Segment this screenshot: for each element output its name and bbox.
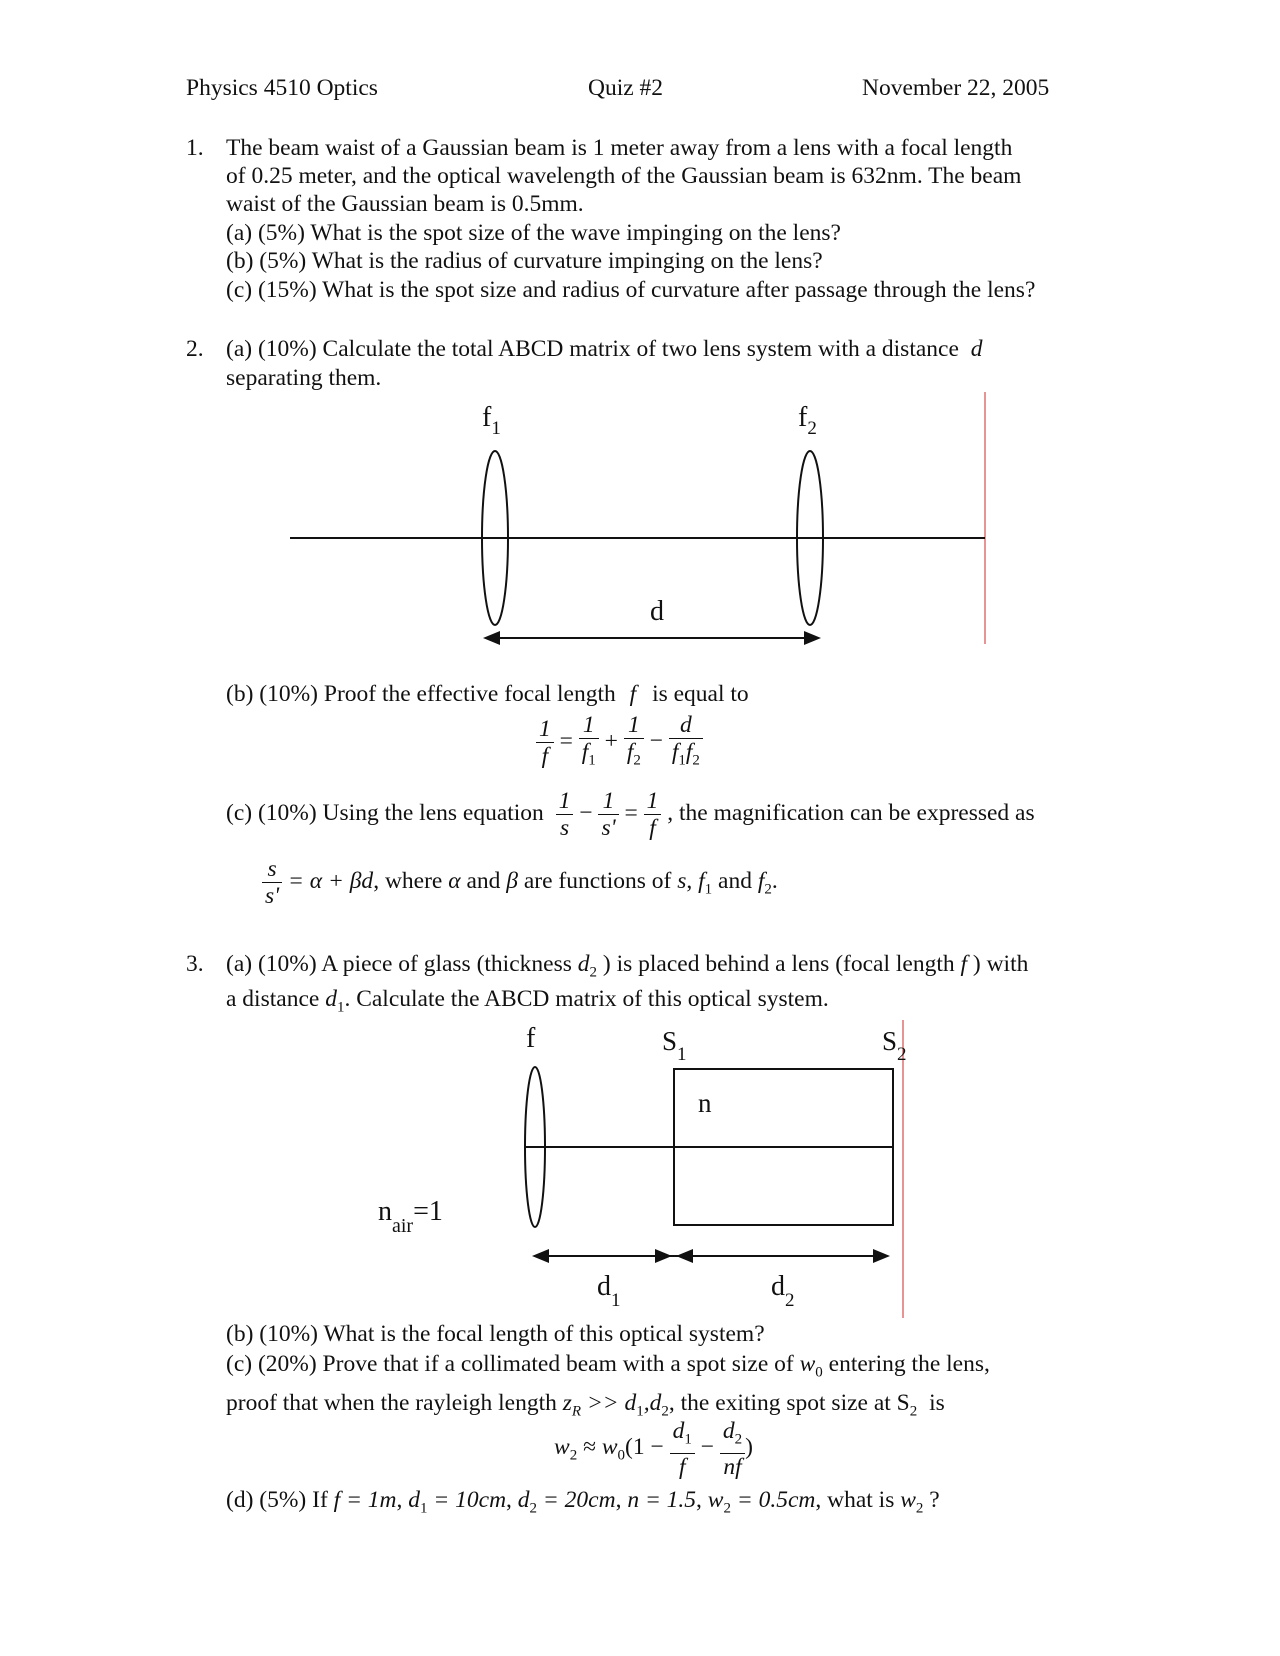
q2-c-tail: , the magnification can be expressed as xyxy=(667,799,1035,826)
q3-c2-pre: proof that when the rayleigh length xyxy=(226,1390,557,1416)
mag-where: , where xyxy=(373,867,443,894)
q3-d-d1-val: = 10cm xyxy=(433,1487,507,1513)
q3-d-n-val: = 1.5 xyxy=(644,1487,697,1513)
q1-stem-line-2: of 0.25 meter, and the optical wavelength of the Gaussian beam is 632nm. The beam xyxy=(226,163,1022,189)
label-s1: $S_1$ xyxy=(662,1026,687,1065)
q3-c2-zr: $z_R$ xyxy=(562,1390,582,1420)
mag-beta: β xyxy=(506,867,518,894)
q2-a-text: (a) (10%) Calculate the total ABCD matrix of two lens system with a distance xyxy=(226,336,959,362)
arrow-d2-left xyxy=(676,1249,693,1263)
q1-part-a: (a) (5%) What is the spot size of the wave impinging on the lens? xyxy=(226,220,841,246)
q3-a2-post: . Calculate the ABCD matrix of this optical system. xyxy=(344,986,829,1012)
arrow-d1-left xyxy=(532,1249,549,1263)
mag-period: . xyxy=(771,867,778,894)
q3-d-d2-val: = 20cm xyxy=(542,1487,616,1513)
label-f1: $f_1$ xyxy=(482,402,501,439)
q3-number: 3. xyxy=(186,951,204,977)
mag-f1: $f_1$ xyxy=(698,867,713,898)
mag-s: s xyxy=(677,867,687,894)
mag-num-s: s xyxy=(262,856,282,883)
eq-c-den-f: f xyxy=(678,1453,686,1480)
mag-den-sp: s' xyxy=(265,883,280,909)
q2-b-var-f: f xyxy=(629,681,637,707)
q1-number: 1. xyxy=(186,135,204,161)
header-quiz: Quiz #2 xyxy=(588,75,664,101)
equation-exit-spot-size xyxy=(554,1418,753,1480)
eq-c-close: ) xyxy=(745,1434,753,1461)
q3-d-d1: $d_1$ xyxy=(408,1487,428,1517)
eq-b-den-f2: $f_2$ xyxy=(626,739,641,769)
eq-b-den-f1: $f_1$ xyxy=(581,739,596,769)
eq-b-den-f1f2: $f_1f_2$ xyxy=(671,739,700,769)
eq-c-num-d2: $d_2$ xyxy=(720,1418,745,1454)
q3-d-q: ? xyxy=(929,1487,940,1513)
eq-b-minus: − xyxy=(649,728,663,755)
mag-and-1: and xyxy=(466,867,501,894)
label-s2: $S_2$ xyxy=(882,1026,907,1065)
eq-c-w0: $w_0$ xyxy=(601,1434,626,1464)
mag-and-2: and xyxy=(718,867,752,894)
q3-c2-post: , the exiting spot size at S xyxy=(668,1390,910,1416)
q2-c-text: (c) (10%) Using the lens equation xyxy=(226,799,544,826)
eq-b-num-2: 1 xyxy=(579,712,599,739)
q3-c2-is: is xyxy=(929,1390,945,1416)
q3-part-c-line-1 xyxy=(226,1350,990,1387)
eq-b-num-d: d xyxy=(669,712,703,739)
eq-b-num-3: 1 xyxy=(624,712,644,739)
c-eq-den-sp: s' xyxy=(601,815,616,841)
q3-d-d2: $d_2$ xyxy=(517,1487,538,1517)
q2-b-tail: is equal to xyxy=(652,681,749,707)
c-eq-num-3: 1 xyxy=(644,788,662,815)
q3-c-post: entering the lens, xyxy=(828,1351,990,1377)
q2-b-text: (b) (10%) Proof the effective focal length xyxy=(226,681,616,707)
q3-a2-d1: $d_1$ xyxy=(325,986,345,1016)
c-eq-num-2: 1 xyxy=(598,788,618,815)
eq-c-open: (1 − xyxy=(625,1434,664,1461)
q1-stem-line-3: waist of the Gaussian beam is 0.5mm. xyxy=(226,191,584,217)
mag-comma: , xyxy=(686,867,693,894)
eq-b-den-f: f xyxy=(541,743,549,770)
q3-a-mid: ) is placed behind a lens (focal length xyxy=(602,951,955,977)
label-d2: $d_2$ xyxy=(771,1271,795,1311)
q3-d-f: f xyxy=(333,1487,341,1513)
arrow-d1-right xyxy=(655,1249,672,1263)
arrow-d2-right xyxy=(873,1249,890,1263)
q2-number: 2. xyxy=(186,336,204,362)
q3-d-pre: (d) (5%) If xyxy=(226,1487,328,1513)
q3-c-pre: (c) (20%) Prove that if a collimated beam with a spot size of xyxy=(226,1351,794,1377)
eq-c-w2: $w_2$ xyxy=(554,1434,578,1464)
q3-a-pre: (a) (10%) A piece of glass (thickness xyxy=(226,951,572,977)
q3-c2-cond: >> $d_1,d_2$ xyxy=(586,1390,669,1420)
q3-d-wq: $w_2$ xyxy=(900,1487,924,1517)
q3-a2-pre: a distance xyxy=(226,986,320,1012)
eq-c-den-nf: nf xyxy=(723,1453,742,1480)
eq-b-equals: = xyxy=(559,728,573,755)
label-d: d xyxy=(650,596,664,627)
c-eq-equals: = xyxy=(624,799,638,826)
q2-a-line-2: separating them. xyxy=(226,365,382,391)
eq-c-num-d1: $d_1$ xyxy=(670,1418,695,1454)
q3-a-f: f xyxy=(960,951,968,977)
label-lens-f: f xyxy=(526,1023,536,1054)
header-date: November 22, 2005 xyxy=(862,75,1050,101)
c-eq-den-s: s xyxy=(559,815,570,841)
q3-c-w0: $w_0$ xyxy=(799,1351,823,1381)
mag-are: are functions of xyxy=(523,867,672,894)
mag-f2: $f_2$ xyxy=(757,867,772,898)
header-course: Physics 4510 Optics xyxy=(186,75,378,101)
q3-a-post: ) with xyxy=(972,951,1029,977)
label-n: n xyxy=(698,1088,712,1118)
q1-part-b: (b) (5%) What is the radius of curvature impinging on the lens? xyxy=(226,248,823,274)
q3-part-d: (d) (5%) If f = 1m, $d_1 = 10cm$, $d_2 = 20cm$, n = 1.5, $w_2 = 0.5cm$, what is $w_2$ ? xyxy=(226,1487,940,1517)
q3-d-f-val: = 1m xyxy=(346,1487,397,1513)
q3-part-b: (b) (10%) What is the focal length of this optical system? xyxy=(226,1321,765,1347)
q1-part-c: (c) (15%) What is the spot size and radius of curvature after passage through the lens? xyxy=(226,277,1036,303)
eq-c-minus: − xyxy=(700,1434,715,1461)
q1-stem-line-1: The beam waist of a Gaussian beam is 1 meter away from a lens with a focal length xyxy=(226,135,1013,161)
label-f2: $f_2$ xyxy=(798,402,817,439)
q3-d-w2-val: = 0.5cm xyxy=(736,1487,816,1513)
label-d1: $d_1$ xyxy=(597,1271,621,1311)
q3-d-what: , what is xyxy=(815,1487,895,1513)
q3-a-d2: $d_2$ xyxy=(577,951,597,981)
eq-b-plus: + xyxy=(604,728,618,755)
mag-expr: = α + βd xyxy=(288,867,374,894)
q2-a-var-d: d xyxy=(970,336,983,362)
q3-d-w2: $w_2$ xyxy=(707,1487,731,1517)
mag-alpha: α xyxy=(448,867,461,894)
c-eq-den-f: f xyxy=(649,815,656,841)
q3-d-n: n xyxy=(627,1487,640,1513)
q3-c2-s2-sub: 2 xyxy=(909,1403,918,1420)
label-n-air: $n_{air}=1$ xyxy=(378,1196,443,1237)
c-eq-num-1: 1 xyxy=(556,788,574,815)
eq-c-approx: ≈ xyxy=(583,1434,596,1461)
c-eq-minus: − xyxy=(579,799,593,826)
eq-b-num-1: 1 xyxy=(536,716,554,743)
